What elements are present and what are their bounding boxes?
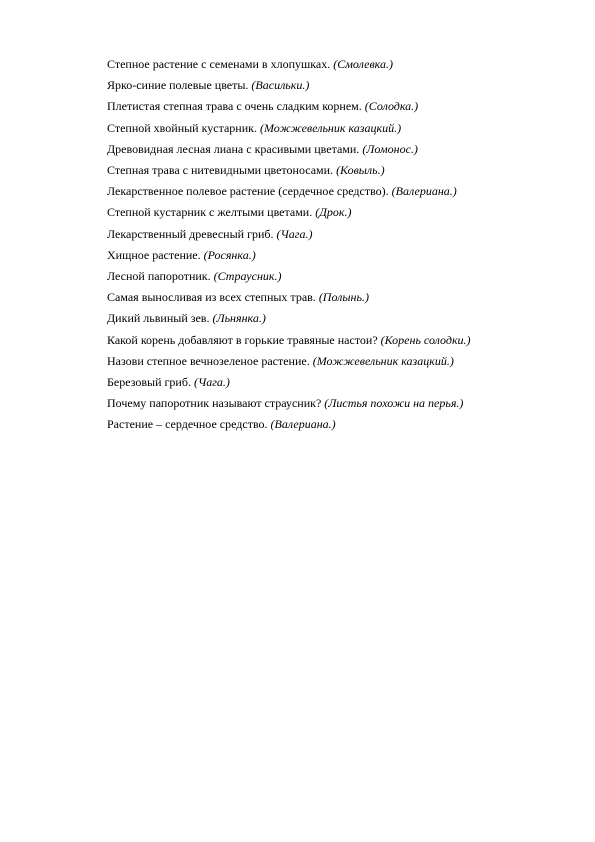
- quiz-line: [86, 414, 550, 435]
- question-text: Почему папоротник называют страусник?: [107, 396, 322, 411]
- answer-text: (Ломонос.): [362, 141, 418, 156]
- question-text: Степной хвойный кустарник.: [107, 120, 257, 135]
- question-text: Растение – сердечное средство.: [107, 417, 268, 432]
- quiz-line: [86, 372, 550, 393]
- answer-text: (Страусник.): [213, 269, 282, 284]
- answer-text: (Можжевельник казацкий.): [259, 120, 402, 135]
- answer-text: (Валериана.): [391, 184, 457, 199]
- quiz-line: [86, 54, 550, 75]
- answer-text: (Листья похожи на перья.): [324, 396, 464, 411]
- answer-text: (Росянка.): [203, 247, 256, 262]
- question-text: Древовидная лесная лиана с красивыми цветами.: [107, 141, 360, 156]
- answer-text: (Чага.): [276, 226, 313, 241]
- quiz-line: [86, 224, 550, 245]
- answer-text: (Корень солодки.): [380, 332, 471, 347]
- question-text: Лекарственное полевое растение (сердечное средство).: [107, 184, 389, 199]
- question-text: Лесной папоротник.: [107, 269, 211, 284]
- question-text: Ярко-синие полевые цветы.: [107, 78, 249, 93]
- question-text: Самая выносливая из всех степных трав.: [107, 290, 316, 305]
- answer-text: (Льнянка.): [212, 311, 266, 326]
- quiz-line: [86, 139, 550, 160]
- answer-text: (Валериана.): [270, 417, 336, 432]
- question-text: Какой корень добавляют в горькие травяные настои?: [107, 332, 378, 347]
- answer-text: (Полынь.): [318, 290, 369, 305]
- question-text: Дикий львиный зев.: [107, 311, 210, 326]
- question-text: Лекарственный древесный гриб.: [107, 226, 274, 241]
- quiz-line: [86, 330, 550, 351]
- question-text: Степной кустарник с желтыми цветами.: [107, 205, 313, 220]
- quiz-line: [86, 308, 550, 329]
- quiz-line: [86, 393, 550, 414]
- quiz-line: [86, 96, 550, 117]
- answer-text: (Солодка.): [364, 99, 419, 114]
- quiz-line: [86, 266, 550, 287]
- quiz-line: [86, 160, 550, 181]
- question-text: Степная трава с нитевидными цветоносами.: [107, 163, 334, 178]
- question-text: Березовый гриб.: [107, 375, 191, 390]
- answer-text: (Смолевка.): [333, 57, 393, 71]
- answer-text: (Чага.): [193, 375, 230, 390]
- quiz-line: [86, 202, 550, 223]
- question-text: Степное растение с семенами в хлопушках.: [107, 57, 331, 71]
- question-text: Назови степное вечнозеленое растение.: [107, 353, 310, 368]
- question-text: Плетистая степная трава с очень сладким корнем.: [107, 99, 362, 114]
- quiz-line: [86, 245, 550, 266]
- answer-text: (Ковыль.): [336, 163, 385, 178]
- quiz-line: [86, 287, 550, 308]
- quiz-text: [86, 54, 550, 436]
- question-text: Хищное растение.: [107, 247, 201, 262]
- quiz-line: [86, 181, 550, 202]
- quiz-line: [86, 75, 550, 96]
- answer-text: (Дрок.): [315, 205, 352, 220]
- quiz-line: [86, 351, 550, 372]
- answer-text: (Можжевельник казацкий.): [312, 353, 454, 368]
- answer-text: (Васильки.): [251, 78, 310, 93]
- quiz-line: [86, 118, 550, 139]
